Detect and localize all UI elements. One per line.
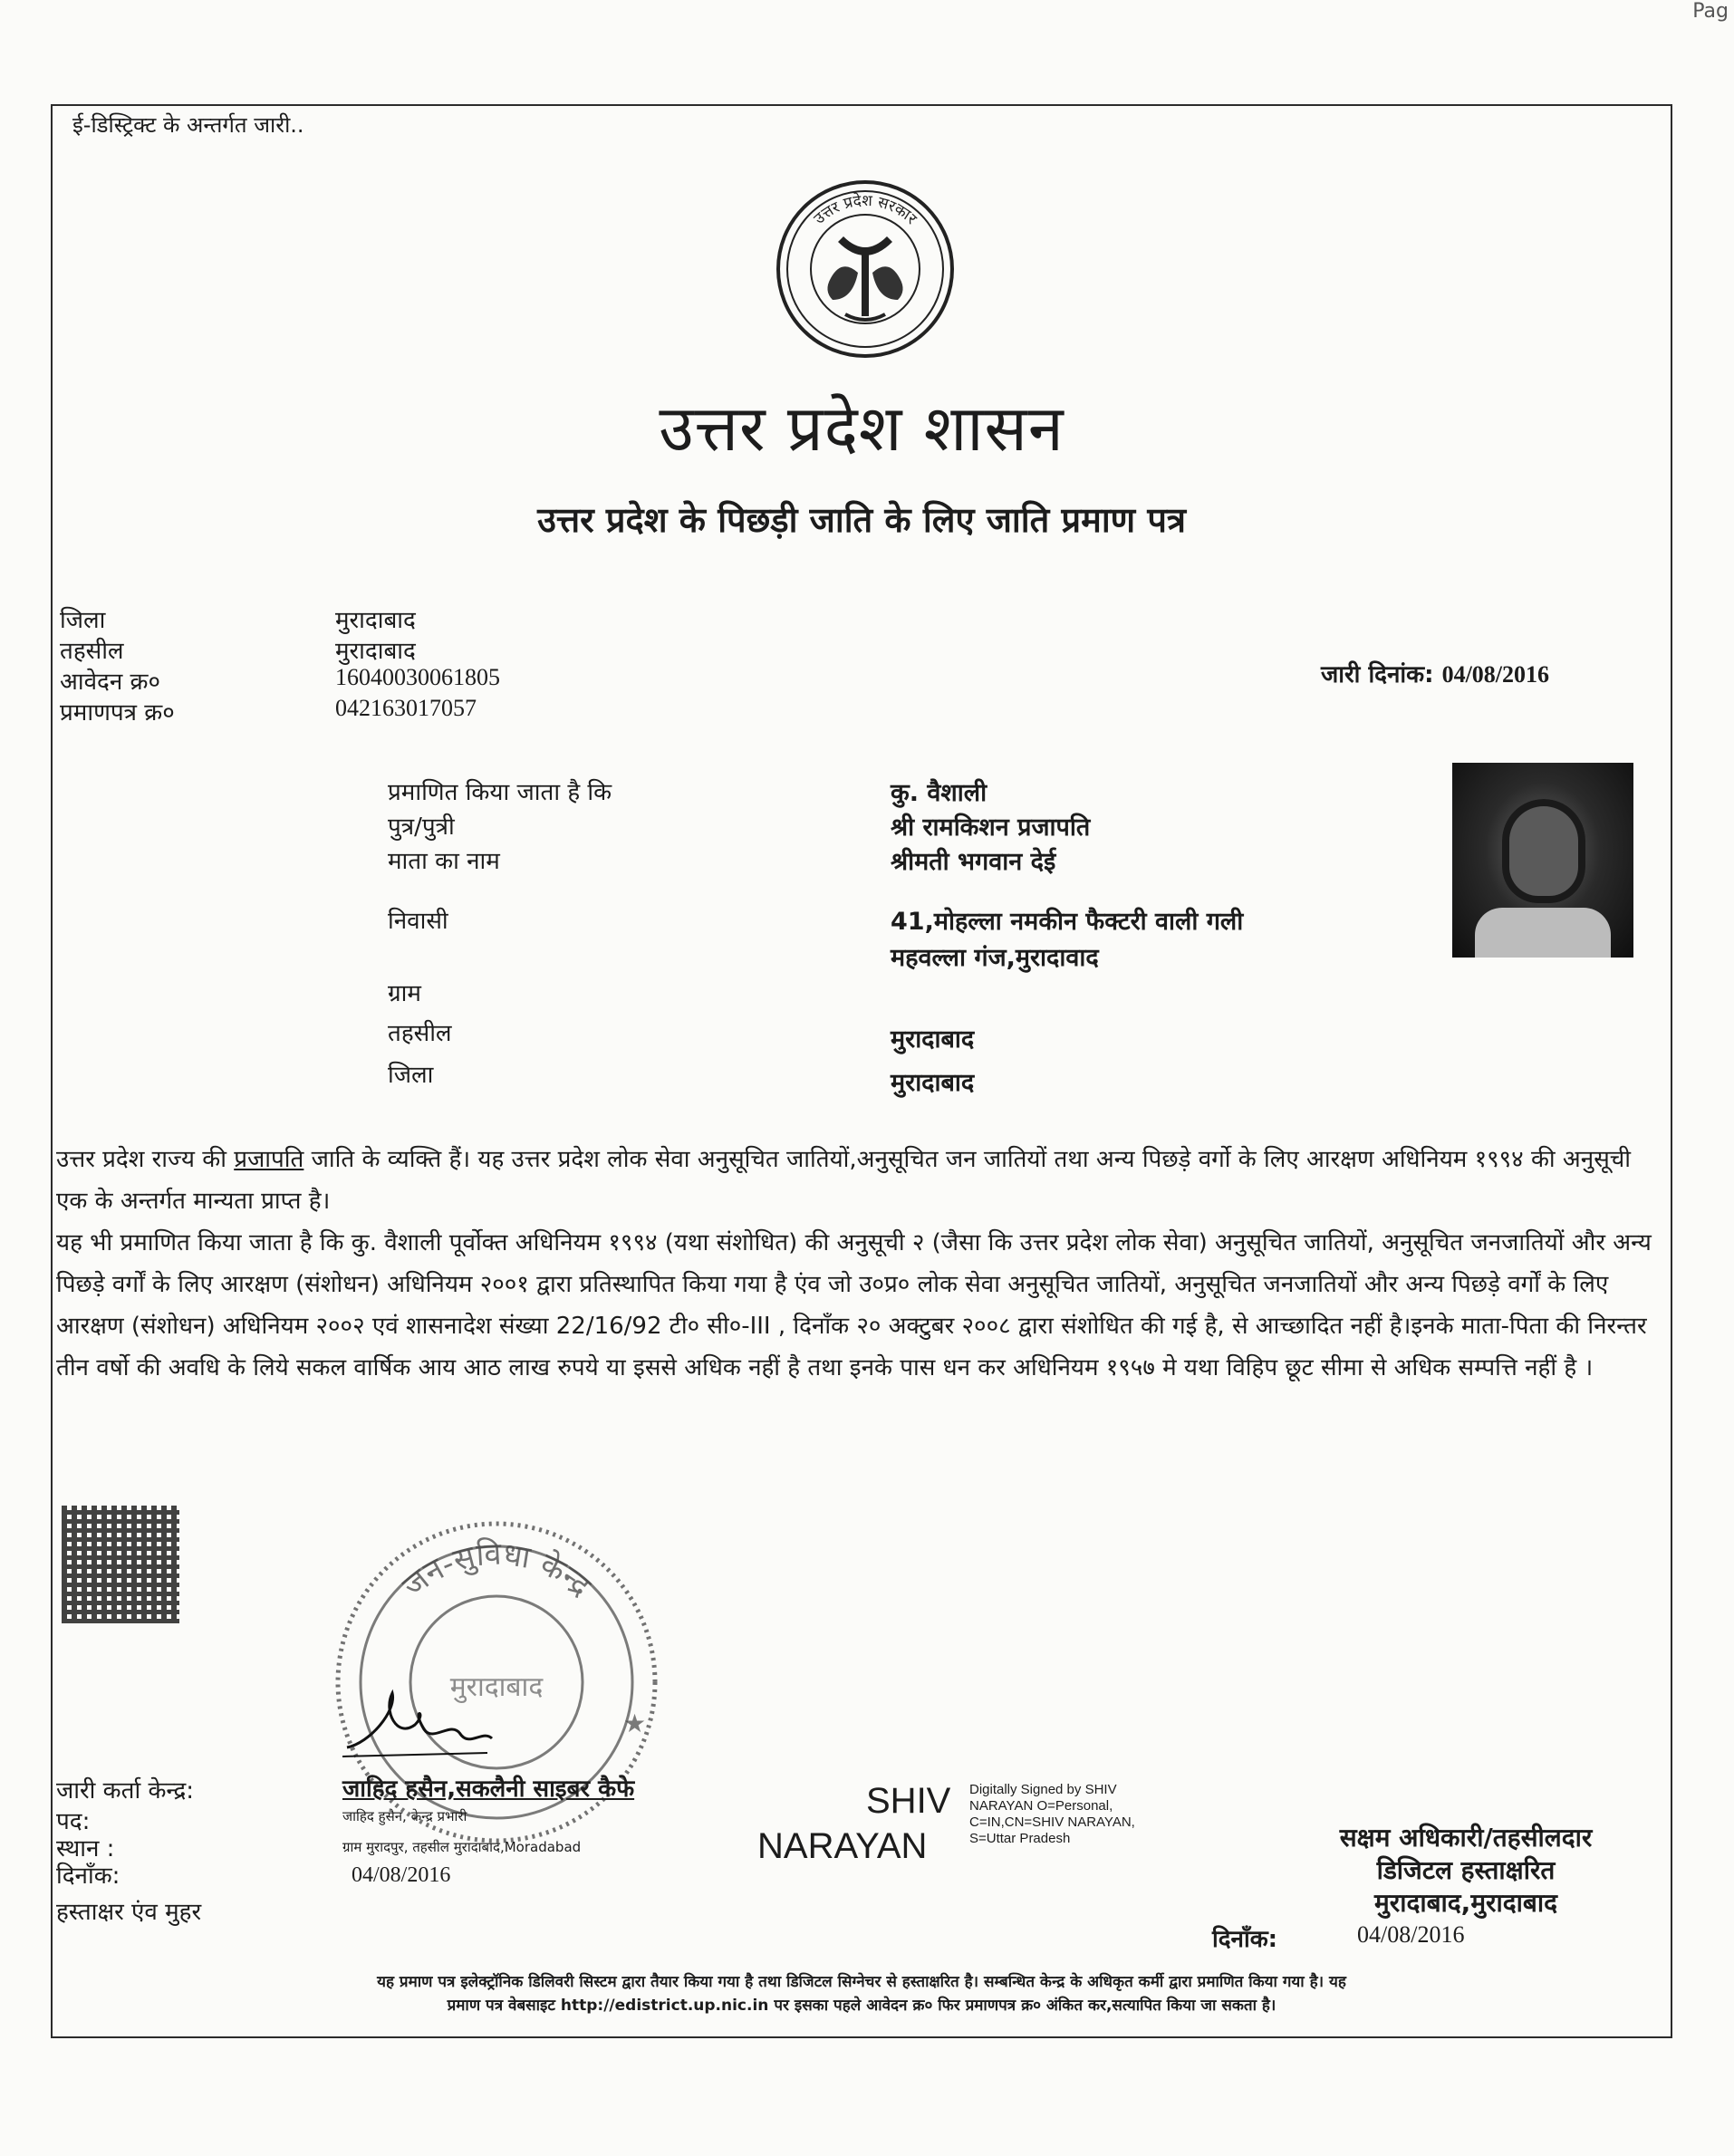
village-label: ग्राम <box>388 980 421 1007</box>
body-paragraph-2: यह भी प्रमाणित किया जाता है कि कु. वैशाली पूर्वोक्त अधिनियम १९९४ (यथा संशोधित) की अनुसूची २ (जैसा कि उत्तर प्रदेश लोक सेवा) अनुसूचित जातियों, अनुसूचित जनजातियों और अन्य पिछड़े वर्गों के लिए आरक्षण (संशोधन) अधिनियम २००१ द्वारा प्रतिस्थापित किया गया है एंव जो उ०प्र० लोक सेवा अनुसूचित जातियों, अनुसूचित जनजातियों और अन्य पिछड़े वर्गों के लिए आरक्षण (संशोधन) अधिनियम २००२ एवं शासनादेश संख्या 22/16/92 टी० सी०-III , दिनाँक २० अक्टुबर २००८ द्वारा संशोधित की गई है, से आच्छादित नहीं है।इनके माता-पिता की निरन्तर तीन वर्षो की अवधि के लिये सकल वार्षिक आय आठ लाख रुपये या इससे अधिक नहीं है तथा इनके पास धन कर अधिनियम १९५७ मे यथा विहिप छूट सीमा से अधिक सम्पत्ति नहीं है । <box>56 1229 1652 1381</box>
svg-text:उत्तर प्रदेश सरकार <box>811 191 921 229</box>
digital-signer-name-line-1: SHIV <box>866 1781 951 1821</box>
applicant-photo <box>1452 763 1633 958</box>
stamp-ring-text: जन-सुविधा केन्द्र <box>395 1535 598 1605</box>
digital-signature-detail: NARAYAN O=Personal, <box>969 1798 1113 1814</box>
certificate-footer <box>53 1970 1671 2017</box>
certificate-title: उत्तर प्रदेश के पिछड़ी जाति के लिए जाति प्रमाण पत्र <box>537 500 1186 540</box>
footer-line-1: यह प्रमाण पत्र इलेक्ट्रॉनिक डिलिवरी सिस्टम द्वारा तैयार किया गया है तथा डिजिटल सिग्नेचर से हस्ताक्षरित है। सम्बन्धित केन्द्र के अधिकृत कर्मी द्वारा प्रमाणित किया गया है। यह <box>377 1973 1346 1991</box>
body-paragraph-1 <box>56 1139 1665 1222</box>
digital-signature-detail: Digitally Signed by SHIV <box>969 1782 1117 1797</box>
issue-date <box>1321 657 1549 689</box>
certified-name: कु. वैशाली <box>891 779 987 807</box>
authority-date-value: 04/08/2016 <box>1357 1921 1465 1948</box>
issuer-place-value: ग्राम मुरादपुर, तहसील मुरादाबाद,Moradabad <box>342 1839 582 1855</box>
body-p1-start: उत्तर प्रदेश राज्य की <box>56 1146 235 1173</box>
issue-date-value: 04/08/2016 <box>1441 661 1550 688</box>
issuer-date-value: 04/08/2016 <box>352 1863 451 1887</box>
mother-label: माता का नाम <box>388 848 500 875</box>
authority-line-3: मुरादाबाद,मुरादाबाद <box>1374 1888 1557 1918</box>
certified-label: प्रमाणित किया जाता है कि <box>388 779 612 806</box>
issuer-centre-value: जाहिद हसैन,सकलैनी साइबर कैफे <box>342 1776 635 1803</box>
digital-signature-detail: S=Uttar Pradesh <box>969 1831 1071 1846</box>
certificate-body <box>56 1139 1665 1389</box>
certificate-frame <box>51 104 1672 2038</box>
emblem-ring-text: उत्तर प्रदेश सरकार <box>810 191 920 228</box>
parent-name: श्री रामकिशन प्रजापति <box>891 813 1091 842</box>
detail-tehsil-label: तहसील <box>388 1020 452 1047</box>
body-p1-end: जाति के व्यक्ति हैं। यह उत्तर प्रदेश लोक सेवा अनुसूचित जातियों,अनुसूचित जन जातियों तथा अन्य पिछड़े वर्गो के लिए आरक्षण अधिनियम १९९४ की अनुसूची एक के अन्तर्गत मान्यता प्राप्त है। <box>56 1146 1632 1215</box>
issuer-post-value: जाहिद हुसैन, केन्द्र प्रभारी <box>342 1808 467 1824</box>
detail-tehsil-value: मुरादाबाद <box>891 1025 975 1054</box>
qr-code-icon <box>62 1506 179 1623</box>
issuer-place-label: स्थान : <box>56 1835 115 1862</box>
government-title: उत्तर प्रदेश शासन <box>659 391 1064 466</box>
tehsil-value: मुरादाबाद <box>335 638 416 665</box>
certificate-number-value: 042163017057 <box>335 695 477 721</box>
svg-text:★: ★ <box>623 1708 647 1738</box>
issue-date-label: जारी दिनांक: <box>1321 661 1434 688</box>
resident-label: निवासी <box>388 908 448 935</box>
digital-signature-detail: C=IN,CN=SHIV NARAYAN, <box>969 1814 1135 1830</box>
issuer-post-label: पद: <box>56 1808 91 1835</box>
footer-line-2: प्रमाण पत्र वेबसाइट http://edistrict.up.nic.in पर इसका पहले आवेदन क्र० फिर प्रमाणपत्र क्र० अंकित कर,सत्यापित किया जा सकता है। <box>447 1997 1276 2015</box>
handwritten-signature <box>342 1684 496 1766</box>
detail-district-label: जिला <box>388 1062 434 1089</box>
authority-line-2: डिजिटल हस्ताक्षरित <box>1376 1855 1556 1885</box>
stamp-center-text: मुरादाबाद <box>449 1671 544 1703</box>
caste-name: प्रजापति <box>234 1146 304 1173</box>
issuer-date-label: दिनाँक: <box>56 1862 120 1890</box>
edistrict-note: ई-डिस्ट्रिक्ट के अन्तर्गत जारी.. <box>72 112 304 138</box>
resident-address-line-1: 41,मोहल्ला नमकीन फैक्टरी वाली गली <box>891 908 1244 936</box>
mother-name: श्रीमती भगवान देई <box>891 848 1056 876</box>
issuer-centre-label: जारी कर्ता केन्द्र: <box>56 1777 195 1805</box>
certificate-number-label: प्रमाणपत्र क्र० <box>60 699 175 727</box>
tehsil-label: तहसील <box>60 638 124 665</box>
district-value: मुरादाबाद <box>335 607 416 634</box>
svg-text:जन-सुविधा केन्द्र <box>396 1535 599 1604</box>
digital-signature-details <box>969 1782 1135 1847</box>
application-label: आवेदन क्र० <box>60 669 161 696</box>
digital-signer-name-line-2: NARAYAN <box>757 1826 928 1866</box>
resident-address-line-2: महवल्ला गंज,मुरादावाद <box>891 944 1099 972</box>
authority-line-1: सक्षम अधिकारी/तहसीलदार <box>1339 1823 1593 1853</box>
detail-district-value: मुरादाबाद <box>891 1069 975 1097</box>
issuer-sign-label: हस्ताक्षर एंव मुहर <box>56 1899 202 1926</box>
page-corner-text: Pag <box>1692 0 1729 23</box>
parent-label: पुत्र/पुत्री <box>388 813 455 841</box>
district-label: जिला <box>60 607 106 634</box>
application-value: 16040030061805 <box>335 664 500 690</box>
authority-date-label: दिनाँक: <box>1212 1926 1278 1953</box>
up-government-emblem <box>775 178 956 360</box>
